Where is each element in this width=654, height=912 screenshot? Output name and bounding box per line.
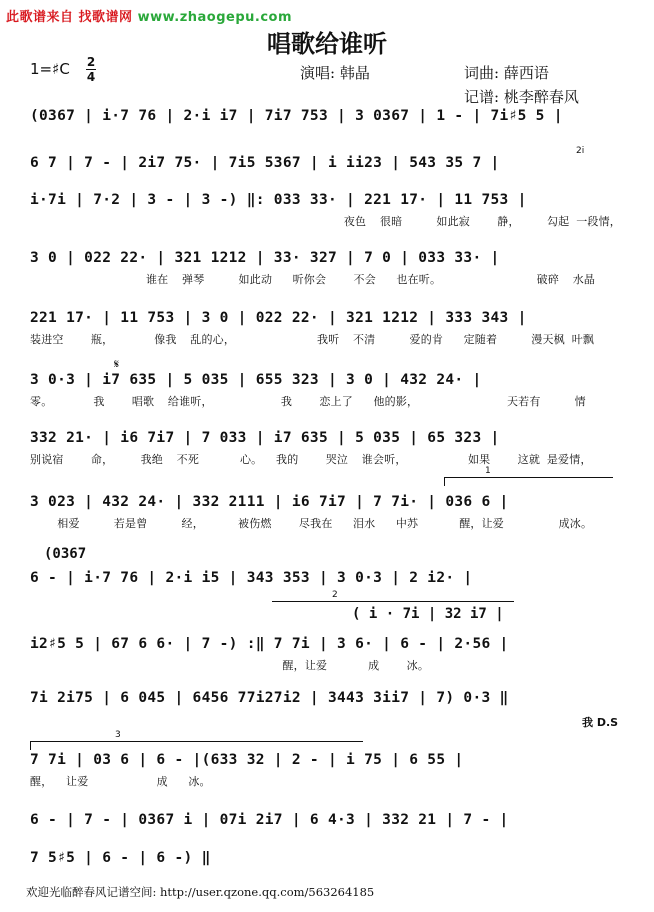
score-row	[30, 812, 630, 852]
notation-line: i·7i | 7·2 | 3 - | 3 -) ‖: 033 33· | 221 17· | 11 753 |	[30, 192, 527, 208]
pickup-notes: (0367	[44, 546, 87, 562]
notation-line: 3 023 | 432 24· | 332 2111 | i6 7i7 | 7 7i· | 036 6 |	[30, 494, 509, 510]
notation-line: (0367 | i·7 76 | 2·i i7 | 7i7 753 | 3 0367 | 1 - | 7i♯5 5 |	[30, 108, 563, 124]
score-row	[30, 636, 630, 676]
ds-instruction: 我 D.S	[582, 716, 619, 729]
ornament-mark: 2i	[576, 146, 585, 156]
score-row	[30, 752, 630, 792]
notation-line: 7 7i | 03 6 | 6 - |(633 32 | 2 - | i 75 | 6 55 |	[30, 752, 464, 768]
notation-line: 3 0 | 022 22· | 321 1212 | 33· 327 | 7 0 | 033 33· |	[30, 250, 500, 266]
notation-line: 7i 2i75 | 6 045 | 6456 77i27i2 | 3443 3ii7 | 7) 0·3 ‖	[30, 690, 509, 706]
time-signature-bottom: 4	[86, 70, 96, 84]
notation-line: 3 0·3 | i7 635 | 5 035 | 655 323 | 3 0 | 432 24· |	[30, 372, 482, 388]
score-row	[30, 192, 630, 232]
volta-label-3: 3	[115, 730, 121, 740]
lyrics-line: 相爱 若是曾 经， 被伤燃 尽我在 泪水 中苏 醒，让爱 成冰。	[30, 517, 593, 530]
time-signature	[86, 56, 96, 83]
score-row	[30, 155, 630, 195]
lyrics-line: 装进空 瓶， 像我 乱的心， 我听 不清 爱的肯 定随着 漫天枫 叶飘	[30, 333, 595, 346]
volta-bracket-1	[444, 466, 613, 486]
lyrics-line: 谁在 弹琴 如此动 听你会 不会 也在听。 破碎 水晶	[30, 273, 596, 286]
notation-line: 332 21· | i6 7i7 | 7 033 | i7 635 | 5 035 | 65 323 |	[30, 430, 500, 446]
lyrics-line: 醒， 让爱 成 冰。	[30, 775, 211, 788]
watermark	[6, 6, 292, 25]
footer-text: 欢迎光临醉春风记谱空间: http://user.qzone.qq.com/563264185	[26, 885, 375, 899]
key-signature: 1=♯C	[30, 60, 70, 78]
volta-label-1: 1	[485, 466, 491, 476]
notation-line: 6 - | 7 - | 0367 i | 07i 2i7 | 6 4·3 | 332 21 | 7 - |	[30, 812, 509, 828]
notation-line: 221 17· | 11 753 | 3 0 | 022 22· | 321 1212 | 333 343 |	[30, 310, 527, 326]
score	[0, 100, 654, 880]
transcriber-credit: 记谱: 桃李醉春风	[464, 88, 579, 106]
watermark-site-name: 此歌谱来自 找歌谱网	[6, 10, 133, 25]
alternate-ending: ( i · 7i | 32 i7 |	[352, 606, 504, 622]
notation-line: 7 5♯5 | 6 - | 6 -) ‖	[30, 850, 211, 866]
volta-bracket-2	[272, 590, 514, 610]
notation-line: 6 7 | 7 - | 2i7 75· | 7i5 5367 | i ii23 | 543 35 7 |	[30, 155, 500, 171]
lyrics-line: 别说宿 命， 我绝 不死 心。 我的 哭泣 谁会听， 如果 这就 是爱情，	[30, 453, 592, 466]
score-row	[30, 372, 630, 412]
notation-line: i2♯5 5 | 67 6 6· | 7 -) :‖ 7 7i | 3 6· | 6 - | 2·56 |	[30, 636, 509, 652]
score-row	[30, 250, 630, 290]
lyrics-line: 醒，让爱 成 冰。	[30, 659, 430, 672]
volta-label-2: 2	[332, 590, 338, 600]
score-row	[30, 310, 630, 350]
score-row	[30, 108, 630, 148]
score-row	[30, 494, 630, 534]
singer-credit: 演唱: 韩晶	[300, 64, 370, 82]
segno-sign: 𝄋	[114, 357, 120, 371]
time-signature-top: 2	[86, 55, 96, 69]
watermark-url: www.zhaogepu.com	[137, 10, 293, 25]
score-row	[30, 430, 630, 470]
score-row	[30, 690, 630, 730]
composer-credit: 词曲: 薛西语	[464, 64, 549, 82]
song-title: 唱歌给谁听	[267, 29, 387, 58]
notation-line: 6 - | i·7 76 | 2·i i5 | 343 353 | 3 0·3 | 2 i2· |	[30, 570, 473, 586]
volta-bracket-3	[30, 730, 363, 750]
lyrics-line: 夜色 很暗 如此寂 静， 勾起 一段情，	[30, 215, 621, 228]
lyrics-line: 零。 我 唱歌 给谁听， 我 恋上了 他的影， 天若有 情	[30, 395, 586, 408]
